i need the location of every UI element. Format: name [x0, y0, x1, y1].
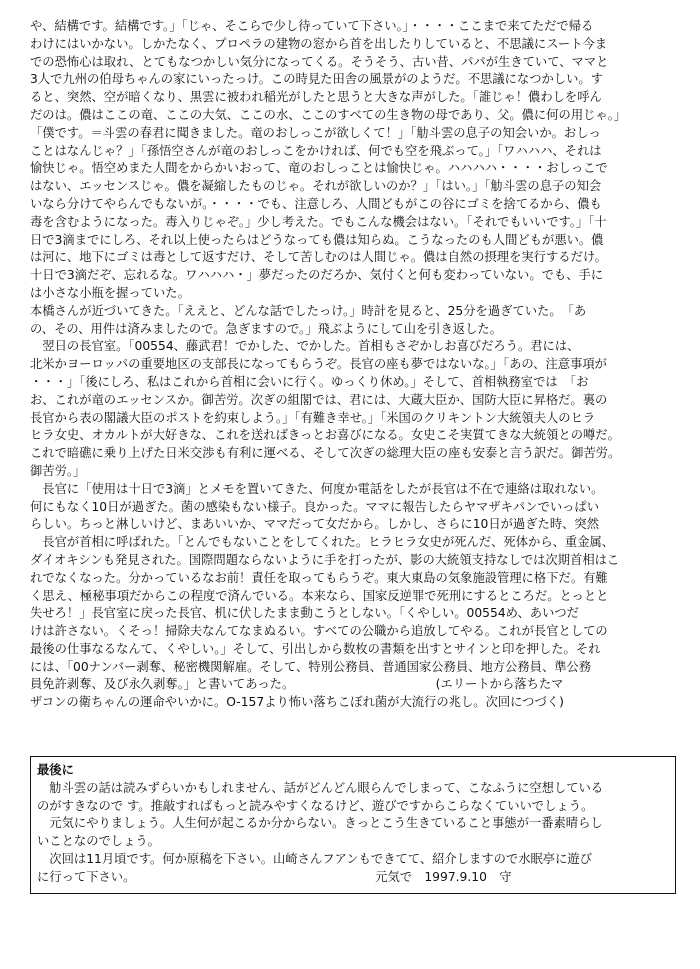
story-line: く思え、極秘事項だからこの程度で済んでいる。本来なら、国家反逆罪で死刑にするところだ。とっとと — [30, 588, 609, 603]
story-line: 員免許剥奪、及び永久剥奪。」と書いてあった。 (エリートから落ちたマ — [30, 677, 564, 692]
story-line: わけにはいかない。しかたなく、プロペラの建物の窓から首を出したりしていると、不思議にスート今ま — [30, 36, 608, 51]
story-body — [30, 18, 670, 712]
story-line: だのは。儂はここの竜、ここの大気、ここの水、ここのすべての生き物の母であり、父。儂に何の用じゃ。」 — [30, 107, 627, 122]
story-line: や、結構です。結構です。」「じゃ、そこらで少し待っていて下さい。」・・・・ここまで来てただで帰る — [30, 19, 594, 33]
story-line: は小さな小瓶を握っていた。 — [30, 285, 190, 300]
afterword-box — [30, 756, 676, 894]
story-line: いなら分けてやらんでもないが。・・・・でも、注意しろ、人間どもがこの谷にゴミを捨てるから、儂も — [30, 196, 602, 211]
story-line: ・・・」「後にしろ、私はこれから首相に会いに行く。ゆっくり休め。」そして、首相執務室では 「お — [30, 374, 589, 389]
story-line: お、これが竜のエッセンスか。御苦労。次ぎの組閣では、君には、大蔵大臣か、国防大臣に昇格だ。裏の — [30, 392, 608, 407]
afterword-line: いことなのでしょう。 — [37, 834, 160, 849]
story-line: 十日で3滴だぞ、忘れるな。ワハハハ・」夢だったのだろか、気付くと何も変わっていない。でも、手に — [30, 268, 604, 283]
story-line: 本橋さんが近づいてきた。「ええと、どんな話でしたっけ。」時計を見ると、25分を過ぎていた。 「あ — [30, 303, 587, 318]
afterword-line: 次回は11月頃です。何か原稿を下さい。山崎さんフアンもできてて、紹介しますので水眠亭に遊び — [37, 851, 592, 866]
story-line: 3人で九州の伯母ちゃんの家にいったっけ。この時見た田舎の風景がのようだ。不思議になつかしい。す — [30, 72, 603, 87]
story-line: 北米かヨーロッパの重要地区の支部長になってもらうぞ。長官の座も夢ではないな。」「あの、注意事項が — [30, 357, 607, 372]
story-line: ヒラ女史、オカルトが大好きな、これを送ればきっとお喜びになる。女史こそ実質てきな大統領との噂だ。 — [30, 428, 620, 443]
story-line: らしい。ちっと淋しいけど、まあいいか、ママだって女だから。しかし、さらに10日が過ぎた時、突然 — [30, 517, 600, 532]
story-line: これで暗礁に乗り上げた日米交渉も有利に運べる、そして次ぎの総理大臣の座も安泰と言う訳だ。御苦労。 — [30, 446, 621, 461]
story-line: ザコンの衛ちゃんの運命やいかに。O-157より怖い落ちこぼれ菌が大流行の兆し。次回につづく) — [30, 695, 564, 710]
afterword-line: に行って下さい。 元気で 1997.9.10 守 — [37, 869, 512, 884]
story-line: 「僕です。＝斗雲の春君に聞きました。竜のおしっこが欲しくて！」「觔斗雲の息子の知会いか。おしっ — [30, 125, 601, 140]
afterword-line: のがすきなので す。推敲すればもっと読みやすくなるけど、遊びですからこらなくていいでしょう。 — [37, 798, 594, 813]
story-line: 最後の仕事なるなんて、くやしい。」そして、引出しから数枚の書類を出すとサインと印を押した。それ — [30, 641, 601, 656]
story-line: の、その、用件は済みましたので。急ぎますので。」飛ぶようにして山を引き返した。 — [30, 321, 502, 336]
story-line: 翌日の長官室。「00554、藤武君！でかした、でかした。首相もさぞかしお喜びだろう。君には、 — [30, 339, 580, 354]
story-line: ると、突然、空が暗くなり、黒雲に被われ稲光がしたと思うと大きな声がした。「誰じゃ！儂わしを呼ん — [30, 90, 602, 105]
story-line: けは許さない。くそっ！掃除夫なんてなまぬるい。すべての公職から追放してやる。これが長官としての — [30, 624, 608, 639]
story-line: 長官から表の閣議大臣のポストを約束しよう。」「有難き幸せ。」「米国のクリキントン大統領夫人のヒラ — [30, 410, 596, 425]
story-line: 何にもなく10日が過ぎた。菌の感染もない様子。良かった。ママに報告したらヤマザキパンでいっぱい — [30, 499, 600, 514]
story-line: 日で3滴までにしろ、それ以上使ったらはどうなっても儂は知らぬ。こうなったのも人間どもが悪い。儂 — [30, 232, 604, 247]
story-line: 失せろ！」長官室に戻った長官、机に伏したまま動こうとしない。「くやしい。00554め、あいつだ — [30, 606, 579, 621]
story-line: には、「00ナンバー剥奪、秘密機関解雇。そして、特別公務員、普通国家公務員、地方公務員、準公務 — [30, 659, 592, 674]
story-line: 長官が首相に呼ばれた。「とんでもないことをしてくれた。ヒラヒラ女史が死んだ、死体から、重金属、 — [30, 535, 615, 550]
story-line: 愉快じゃ。悟空めまた人間をからかいおって、竜のおしっことは愉快じゃ。ハハハハ・・・・おしっこで — [30, 161, 608, 176]
story-line: 毒を含むようになった。毒入りじゃぞ。」少し考えた。でもこんな機会はない。「それでもいいです。」「十 — [30, 214, 607, 229]
story-line: ことはなんじゃ？」「孫悟空さんが竜のおしっこをかければ、何でも空を飛ぶって。」「ワハハハ、それは — [30, 143, 602, 158]
story-line: での恐怖心は取れ、とてもなつかしい気分になってくる。そうそう、古い昔、パパが生きていて、ママと — [30, 54, 609, 69]
story-line: れでなくなった。分かっているなお前！責任を取ってもらうぞ。東大東島の気象施設管理に格下だ。有難 — [30, 570, 608, 585]
afterword-line: 觔斗雲の話は読みずらいかもしれません、話がどんどん眼らんでしまって、こなふうに空想している — [37, 780, 604, 795]
story-line: は河に、地下にゴミは毒として返すだけ、そして苦しむのは人間じゃ。儂は自然の摂理を実行するだけ。 — [30, 250, 607, 265]
story-line: 御苦労。」 — [30, 463, 86, 478]
story-line: ダイオキシンも発見された。国際問題ならないように手を打ったが、影の大統領支持なしでは次期首相はこ — [30, 552, 620, 567]
story-line: 長官に「使用は十日で3滴」とメモを置いてきた、何度か電話をしたが長官は不在で連絡は取れない。 — [30, 481, 604, 496]
afterword-line: 元気にやりましょう。人生何が起こるか分からない。きっとこう生きていること事態が一番素晴らし — [37, 816, 603, 831]
afterword-title: 最後に — [37, 763, 74, 777]
story-line: はない、エッセンスじゃ。儂を凝縮したものじゃ。それが欲しいのか？」「はい。」「觔斗雲の息子の知会 — [30, 179, 602, 194]
